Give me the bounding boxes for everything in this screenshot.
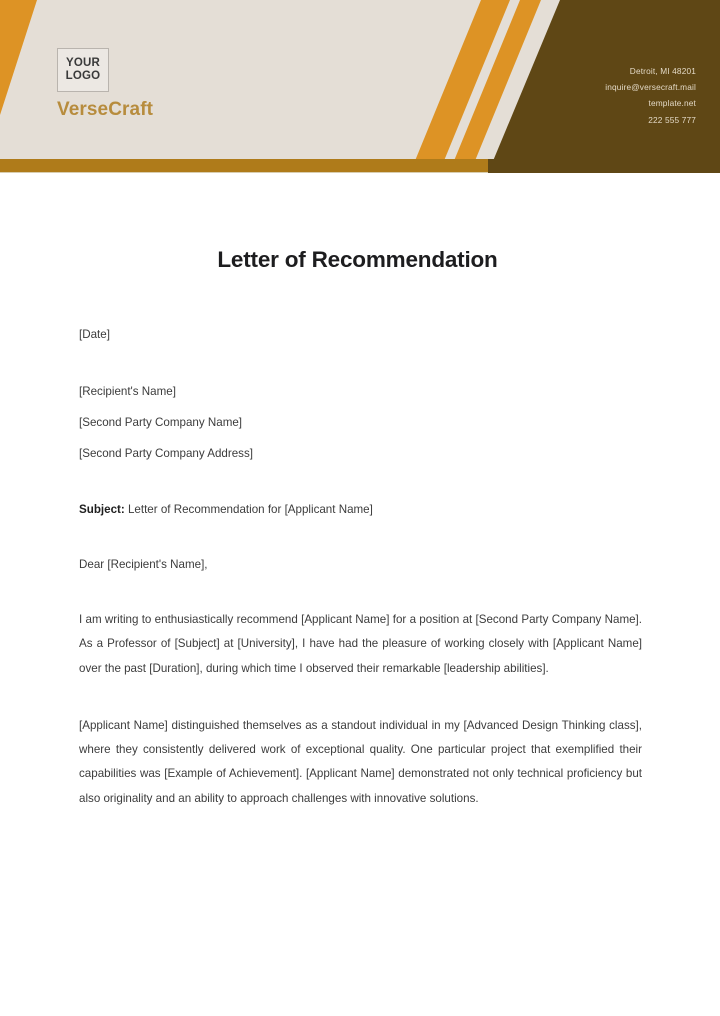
page-title: Letter of Recommendation <box>217 247 498 272</box>
body-paragraph-1: I am writing to enthusiastically recommend [Applicant Name] for a position at [Second Party Company Name]. As a Professor of [Subject] at [University], I have had the pleasure of working closely with [Applicant Name] over the past [Duration], during which time I observed their remarkable [leadership abilities]. <box>79 613 642 675</box>
salutation: Dear [Recipient's Name], <box>79 558 208 571</box>
contact-address: Detroit, MI 48201 <box>629 66 696 76</box>
contact-website: template.net <box>648 98 696 109</box>
body-paragraph-2: [Applicant Name] distinguished themselves as a standout individual in my [Advanced Design Thinking class], where they consistently delivered work of exceptional quality. One particular project that exemplified their capabilities was [Example of Achievement]. [Applicant Name] demonstrated not only technical proficiency but also originality and an ability to approach challenges with innovative solutions. <box>79 718 642 805</box>
brand-name: VerseCraft <box>57 99 154 120</box>
recipient-block <box>79 376 642 469</box>
logo-line-1: YOUR <box>65 57 101 70</box>
contact-block <box>605 63 696 128</box>
logo-line-2: LOGO <box>65 70 101 82</box>
logo-placeholder-box <box>57 48 109 92</box>
recipient-address: [Second Party Company Address] <box>79 447 253 460</box>
brand-block <box>57 48 287 121</box>
date-block <box>79 319 642 350</box>
recipient-company: [Second Party Company Name] <box>79 416 243 429</box>
letter-body <box>0 173 720 823</box>
subject-text: Letter of Recommendation for [Applicant Name] <box>124 503 373 516</box>
contact-email: inquire@versecraft.mail <box>605 82 696 93</box>
recipient-name: [Recipient's Name] <box>79 385 176 398</box>
letterhead-banner <box>0 0 720 173</box>
date-field: [Date] <box>79 328 110 341</box>
contact-phone: 222 555 777 <box>648 114 696 125</box>
subject-line <box>79 500 642 520</box>
subject-label: Subject: <box>79 503 125 516</box>
gold-bar-brown-overlay <box>488 159 720 173</box>
